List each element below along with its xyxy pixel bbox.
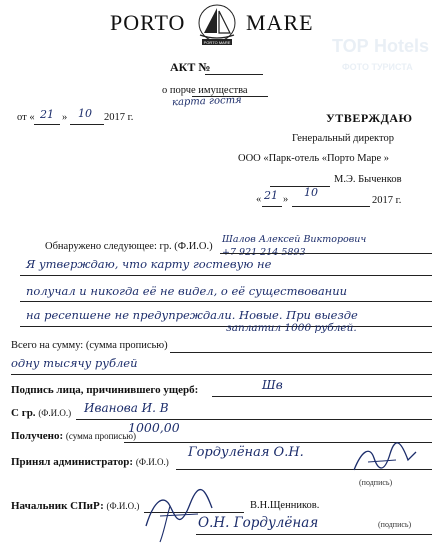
total-label: Всего на сумму: (сумма прописью): [11, 340, 168, 351]
found-rule-2: [20, 301, 432, 302]
found-text-line-3: на ресепшене не предупреждали. Новые. При выезде: [26, 308, 358, 322]
found-text-line-2: получал и никогда её не видел, о её существовании: [26, 284, 348, 298]
date-month: 10: [78, 107, 92, 120]
received-label-text: Получено:: [11, 430, 64, 442]
head-name-line: [196, 534, 432, 535]
admin-label-hint: (Ф.И.О.): [135, 457, 169, 467]
head-signature-caption: (подпись): [378, 520, 412, 529]
found-person-name: Шалов Алексей Викторович: [222, 234, 367, 245]
head-name: В.Н.Щенников.: [250, 500, 320, 511]
watermark-top: TOP: [332, 36, 369, 56]
act-subject-printed: о порче имущества: [162, 85, 248, 96]
approval-month-line: [292, 206, 370, 207]
logo-ribbon-text: PORTO MARE: [203, 40, 231, 45]
found-name-line: [220, 253, 432, 254]
admin-value: Гордулёная О.Н.: [188, 445, 304, 460]
found-label: Обнаружено следующее: гр. (Ф.И.О.): [45, 241, 213, 252]
head-label-text: Начальник СПиР:: [11, 500, 104, 512]
date-day: 21: [40, 108, 54, 121]
date-month-line: [70, 124, 104, 125]
received-value: 1000,00: [128, 420, 180, 435]
approval-day-line: [262, 206, 282, 207]
culprit-line: [212, 396, 432, 397]
admin-label: [11, 456, 169, 468]
found-text-line-1: Я утверждаю, что карту гостевую не: [26, 257, 272, 271]
approval-position: Генеральный директор: [292, 133, 394, 144]
from-label: [11, 407, 71, 419]
watermark-hotels: Hotels: [374, 36, 430, 56]
found-person-phone: +7 921 214 5893: [222, 247, 306, 258]
tophotels-watermark-icon: [328, 30, 440, 82]
approval-year: 2017 г.: [372, 195, 402, 206]
from-label-text: С гр.: [11, 407, 36, 419]
date-year: 2017 г.: [104, 112, 134, 123]
head-label: [11, 500, 139, 512]
watermark-caption: ФОТО ТУРИСТА: [342, 62, 413, 72]
from-person-value: Иванова И. В: [84, 401, 169, 415]
found-rule-1: [20, 275, 432, 276]
admin-signature-caption: (подпись): [359, 478, 393, 487]
approval-heading: УТВЕРЖДАЮ: [326, 111, 413, 125]
act-title-text: АКТ №: [170, 60, 211, 74]
total-value: одну тысячу рублей: [11, 356, 138, 370]
approval-date-open: «: [256, 194, 262, 205]
received-label: [11, 430, 136, 442]
sailboat-logo-icon: [190, 3, 244, 47]
act-subject-handwritten: карта гостя: [171, 94, 242, 109]
head-label-hint: (Ф.И.О.): [106, 501, 140, 511]
admin-label-text: Принял администратор:: [11, 456, 134, 468]
act-title: [170, 60, 210, 75]
approval-date-close: »: [283, 194, 289, 205]
date-day-line: [34, 124, 60, 125]
culprit-signature: Шв: [262, 378, 283, 392]
approval-day: 21: [264, 189, 278, 202]
from-label-hint: (Ф.И.О.): [38, 408, 72, 418]
brand-left-word: PORTO: [110, 10, 186, 35]
found-text-line-4: заплатил 1000 рублей.: [226, 322, 357, 334]
received-label-hint: (сумма прописью): [65, 431, 137, 441]
date-quote-close: »: [62, 112, 68, 123]
approval-company: ООО «Парк-отель «Порто Маре »: [238, 153, 390, 164]
approval-month: 10: [304, 186, 318, 199]
approval-name: М.Э. Быченков: [334, 174, 402, 185]
total-line-1: [170, 352, 432, 353]
brand-right-word: MARE: [246, 10, 314, 35]
act-number-line: [205, 74, 263, 75]
admin-signature-icon: [350, 440, 420, 480]
date-prefix: от «: [17, 112, 35, 123]
culprit-label: Подпись лица, причинившего ущерб:: [11, 384, 199, 396]
total-line-2: [11, 374, 432, 375]
head-handwritten-name: О.Н. Гордулёная: [198, 515, 319, 531]
approval-signature-line: [270, 186, 330, 187]
